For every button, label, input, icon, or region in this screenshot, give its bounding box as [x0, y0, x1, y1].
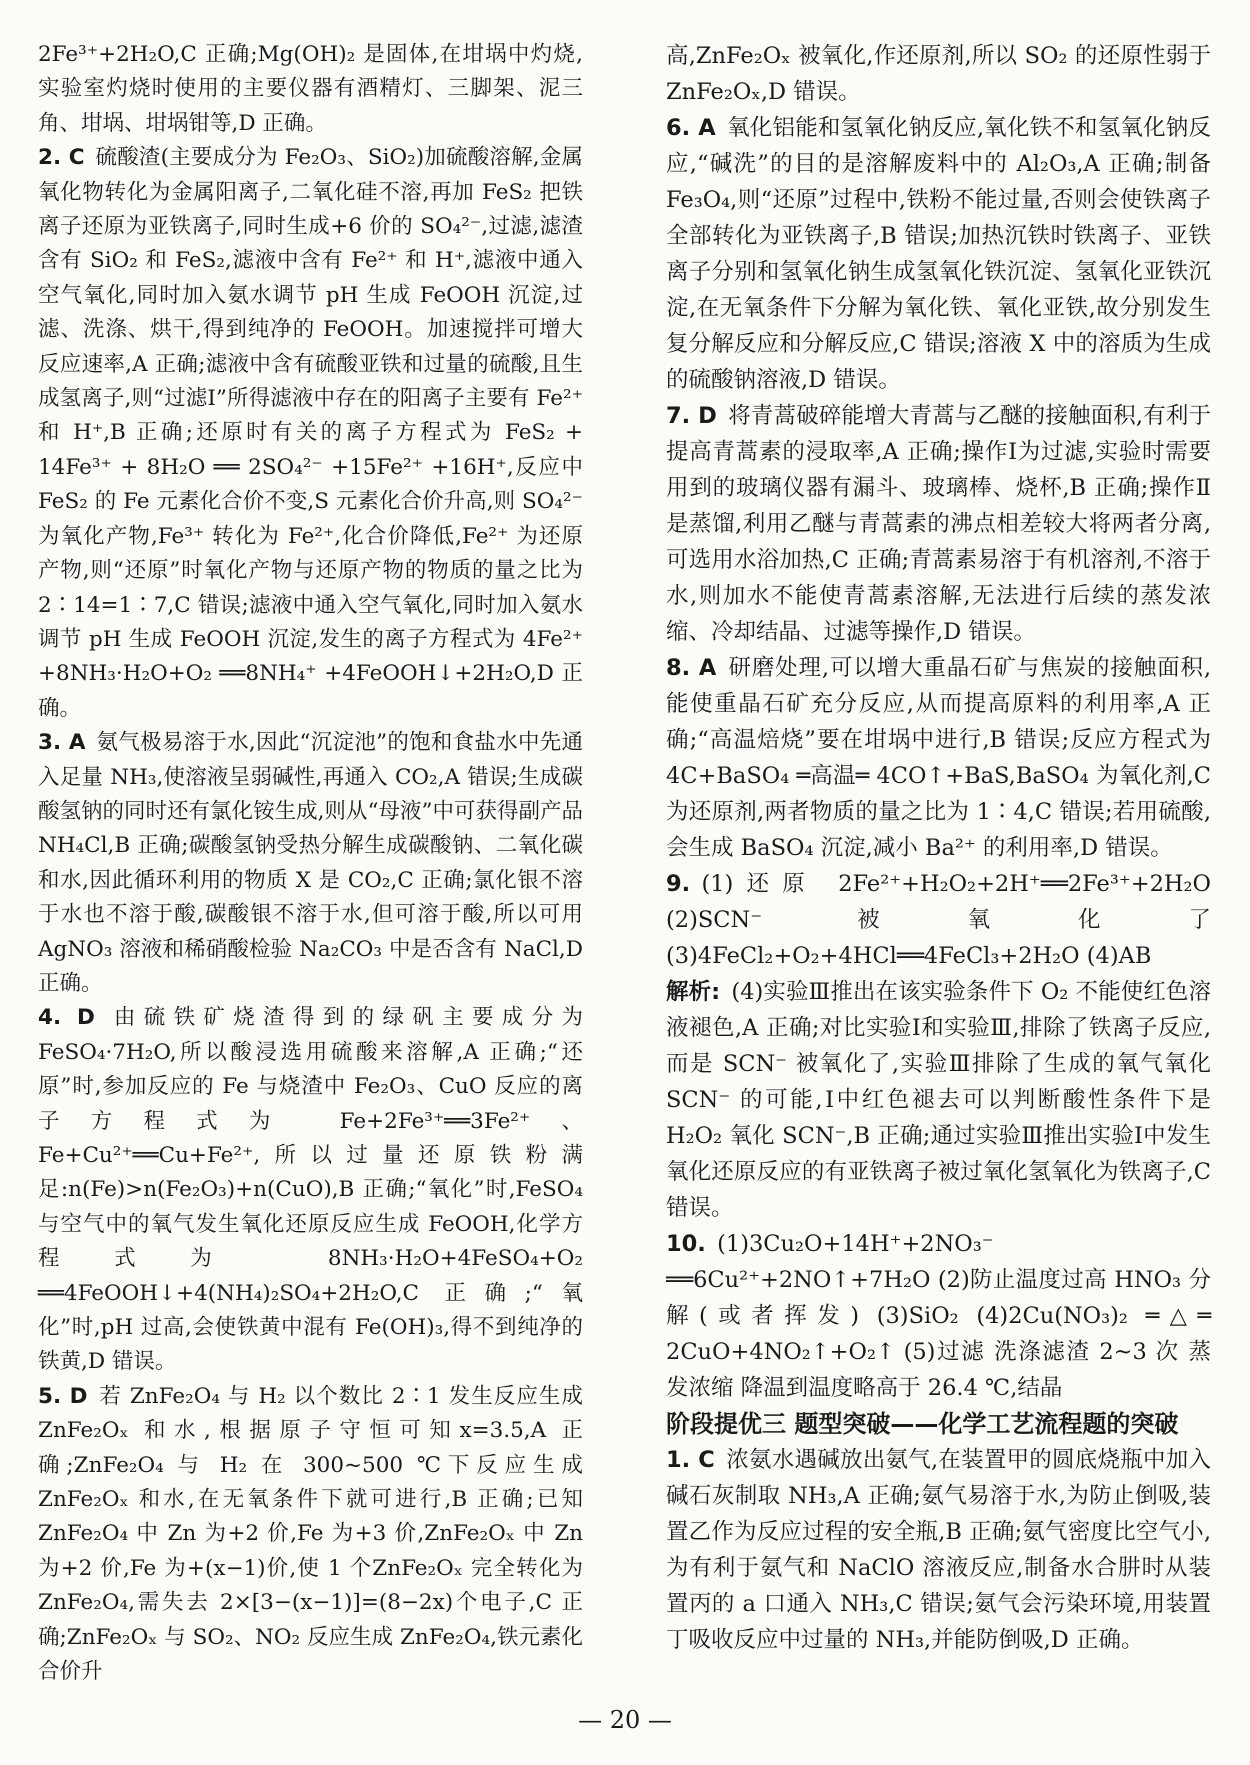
answer-paragraph — [38, 1001, 583, 1379]
answer-number: 6. A — [666, 115, 716, 141]
answer-text: (1)3Cu₂O+14H⁺+2NO₃⁻ ══6Cu²⁺+2NO↑+7H₂O (2)防止温度过高 HNO₃ 分解(或者挥发) (3)SiO₂ (4)2Cu(NO₃)₂ ═△═ 2CuO+4NO₂↑+O₂↑ (5)过滤 洗涤滤渣 2~3 次 蒸发浓缩 降温到温度略高于 26.4 ℃,结晶 — [666, 1231, 1211, 1401]
answer-paragraph — [666, 38, 1211, 110]
answer-number: 解析: — [666, 979, 721, 1005]
answer-number: 7. D — [666, 403, 717, 429]
answer-paragraph — [666, 866, 1211, 974]
answer-text: (4)实验Ⅲ推出在该实验条件下 O₂ 不能使红色溶液褪色,A 正确;对比实验Ⅰ和实验Ⅲ,排除了铁离子反应,而是 SCN⁻ 被氧化了,实验Ⅲ排除了生成的氧气氧化 SCN⁻ 的可能,Ⅰ中红色褪去可以判断酸性条件下是 H₂O₂ 氧化 SCN⁻,B 正确;通过实验Ⅲ推出实验Ⅰ中发生氧化还原反应的有亚铁离子被过氧化氢氧化为铁离子,C 错误。 — [666, 979, 1211, 1221]
answer-paragraph — [666, 974, 1211, 1226]
answer-text: 研磨处理,可以增大重晶石矿与焦炭的接触面积,能使重晶石矿充分反应,从而提高原料的利用率,A 正确;“高温焙烧”要在坩埚中进行,B 错误;反应方程式为 4C+BaSO₄ ═高温═ 4CO↑+BaS,BaSO₄ 为氧化剂,C 为还原剂,两者物质的量之比为 1∶4,C 错误;若用硫酸,会生成 BaSO₄ 沉淀,减小 Ba²⁺ 的利用率,D 错误。 — [666, 655, 1211, 861]
answer-number: 5. D — [38, 1383, 88, 1409]
answer-text: 高,ZnFe₂Oₓ 被氧化,作还原剂,所以 SO₂ 的还原性弱于 ZnFe₂Oₓ,D 错误。 — [666, 43, 1211, 105]
answer-paragraph — [38, 726, 583, 1001]
answer-text: 氨气极易溶于水,因此“沉淀池”的饱和食盐水中先通入足量 NH₃,使溶液呈弱碱性,再通入 CO₂,A 错误;生成碳酸氢钠的同时还有氯化铵生成,则从“母液”中可获得副产品 NH₄Cl,B 正确;碳酸氢钠受热分解生成碳酸钠、二氧化碳和水,因此循环利用的物质 X 是 CO₂,C 正确;氯化银不溶于水也不溶于酸,碳酸银不溶于水,但可溶于酸,所以可用 AgNO₃ 溶液和稀硝酸检验 Na₂CO₃ 中是否含有 NaCl,D 正确。 — [38, 730, 583, 996]
answer-number: 3. A — [38, 730, 86, 756]
answer-text: 氧化铝能和氢氧化钠反应,氧化铁不和氢氧化钠反应,“碱洗”的目的是溶解废料中的 Al₂O₃,A 正确;制备 Fe₃O₄,则“还原”过程中,铁粉不能过量,否则会使铁离子全部转化为亚铁离子,B 错误;加热沉铁时铁离子、亚铁离子分别和氢氧化钠生成氢氧化铁沉淀、氢氧化亚铁沉淀,在无氧条件下分解为氧化铁、氧化亚铁,故分别发生复分解反应和分解反应,C 错误;溶液 X 中的溶质为生成的硫酸钠溶液,D 错误。 — [666, 115, 1211, 393]
answer-paragraph — [666, 110, 1211, 398]
answer-number: 10. — [666, 1231, 706, 1257]
right-column — [666, 38, 1211, 1658]
answer-number: 8. A — [666, 655, 717, 681]
left-column — [38, 38, 583, 1690]
answer-text: 若 ZnFe₂O₄ 与 H₂ 以个数比 2∶1 发生反应生成 ZnFe₂Oₓ 和水,根据原子守恒可知x=3.5,A 正确;ZnFe₂O₄ 与 H₂ 在 300~500 ℃下反应生成 ZnFe₂Oₓ 和水,在无氧条件下就可进行,B 正确;已知 ZnFe₂O₄ 中 Zn 为+2 价,Fe 为+3 价,ZnFe₂Oₓ 中 Zn 为+2 价,Fe 为+(x−1)价,使 1 个ZnFe₂Oₓ 完全转化为 ZnFe₂O₄,需失去 2×[3−(x−1)]=(8−2x)个电子,C 正确;ZnFe₂Oₓ 与 SO₂、NO₂ 反应生成 ZnFe₂O₄,铁元素化合价升 — [38, 1383, 583, 1685]
answer-paragraph — [666, 650, 1211, 866]
answer-text: 2Fe³⁺+2H₂O,C 正确;Mg(OH)₂ 是固体,在坩埚中灼烧,实验室灼烧时使用的主要仪器有酒精灯、三脚架、泥三角、坩埚、坩埚钳等,D 正确。 — [38, 42, 583, 136]
answer-paragraph — [38, 1380, 583, 1690]
answer-paragraph — [666, 1442, 1211, 1658]
answer-text: 硫酸渣(主要成分为 Fe₂O₃、SiO₂)加硫酸溶解,金属氧化物转化为金属阳离子,二氧化硅不溶,再加 FeS₂ 把铁离子还原为亚铁离子,同时生成+6 价的 SO₄²⁻,过滤,滤渣含有 SiO₂ 和 FeS₂,滤液中含有 Fe²⁺ 和 H⁺,滤液中通入空气氧化,同时加入氨水调节 pH 生成 FeOOH 沉淀,过滤、洗涤、烘干,得到纯净的 FeOOH。加速搅拌可增大反应速率,A 正确;滤液中含有硫酸亚铁和过量的硫酸,且生成氢离子,则“过滤Ⅰ”所得滤液中存在的阳离子主要有 Fe²⁺ 和 H⁺,B 正确;还原时有关的离子方程式为 FeS₂ + 14Fe³⁺ + 8H₂O ══ 2SO₄²⁻ +15Fe²⁺ +16H⁺,反应中 FeS₂ 的 Fe 元素化合价不变,S 元素化合价升高,则 SO₄²⁻ 为氧化产物,Fe³⁺ 转化为 Fe²⁺,化合价降低,Fe²⁺ 为还原产物,则“还原”时氧化产物与还原产物的物质的量之比为 2∶14=1∶7,C 错误;滤液中通入空气氧化,同时加入氨水调节 pH 生成 FeOOH 沉淀,发生的离子方程式为 4Fe²⁺ +8NH₃·H₂O+O₂ ══8NH₄⁺ +4FeOOH↓+2H₂O,D 正确。 — [38, 145, 583, 721]
answer-paragraph — [666, 1226, 1211, 1406]
answer-text: 由硫铁矿烧渣得到的绿矾主要成分为 FeSO₄·7H₂O,所以酸浸选用硫酸来溶解,A 正确;“还原”时,参加反应的 Fe 与烧渣中 Fe₂O₃、CuO 反应的离子方程式为 Fe+2Fe³⁺══3Fe²⁺、Fe+Cu²⁺══Cu+Fe²⁺,所以过量还原铁粉满足:n(Fe)>n(Fe₂O₃)+n(CuO),B 正确;“氧化”时,FeSO₄ 与空气中的氧气发生氧化还原反应生成 FeOOH,化学方程式为 8NH₃·H₂O+4FeSO₄+O₂ ══4FeOOH↓+4(NH₄)₂SO₄+2H₂O,C 正确;“氧化”时,pH 过高,会使铁黄中混有 Fe(OH)₃,得不到纯净的铁黄,D 错误。 — [38, 1005, 583, 1375]
section-heading: 阶段提优三 题型突破——化学工艺流程题的突破 — [666, 1410, 1179, 1438]
answer-paragraph — [38, 38, 583, 141]
answer-text: 浓氨水遇碱放出氨气,在装置甲的圆底烧瓶中加入碱石灰制取 NH₃,A 正确;氨气易溶于水,为防止倒吸,装置乙作为反应过程的安全瓶,B 正确;氨气密度比空气小,为有利于氨气和 NaClO 溶液反应,制备水合肼时从装置丙的 a 口通入 NH₃,C 错误;氨气会污染环境,用装置丁吸收反应中过量的 NH₃,并能防倒吸,D 正确。 — [666, 1447, 1211, 1653]
answer-number: 9. — [666, 871, 691, 897]
answer-paragraph — [38, 141, 583, 726]
answer-paragraph — [666, 398, 1211, 650]
answer-number: 2. C — [38, 145, 85, 171]
answer-text: (1)还原 2Fe²⁺+H₂O₂+2H⁺══2Fe³⁺+2H₂O (2)SCN⁻ 被氧化了 (3)4FeCl₂+O₂+4HCl══4FeCl₃+2H₂O (4)AB — [666, 871, 1211, 969]
answer-number: 4. D — [38, 1005, 95, 1031]
answer-number: 1. C — [666, 1447, 715, 1473]
page-number: — 20 — — [578, 1706, 672, 1734]
answer-text: 将青蒿破碎能增大青蒿与乙醚的接触面积,有利于提高青蒿素的浸取率,A 正确;操作Ⅰ为过滤,实验时需要用到的玻璃仪器有漏斗、玻璃棒、烧杯,B 正确;操作Ⅱ是蒸馏,利用乙醚与青蒿素的沸点相差较大将两者分离,可选用水浴加热,C 正确;青蒿素易溶于有机溶剂,不溶于水,则加水不能使青蒿素溶解,无法进行后续的蒸发浓缩、冷却结晶、过滤等操作,D 错误。 — [666, 403, 1212, 645]
